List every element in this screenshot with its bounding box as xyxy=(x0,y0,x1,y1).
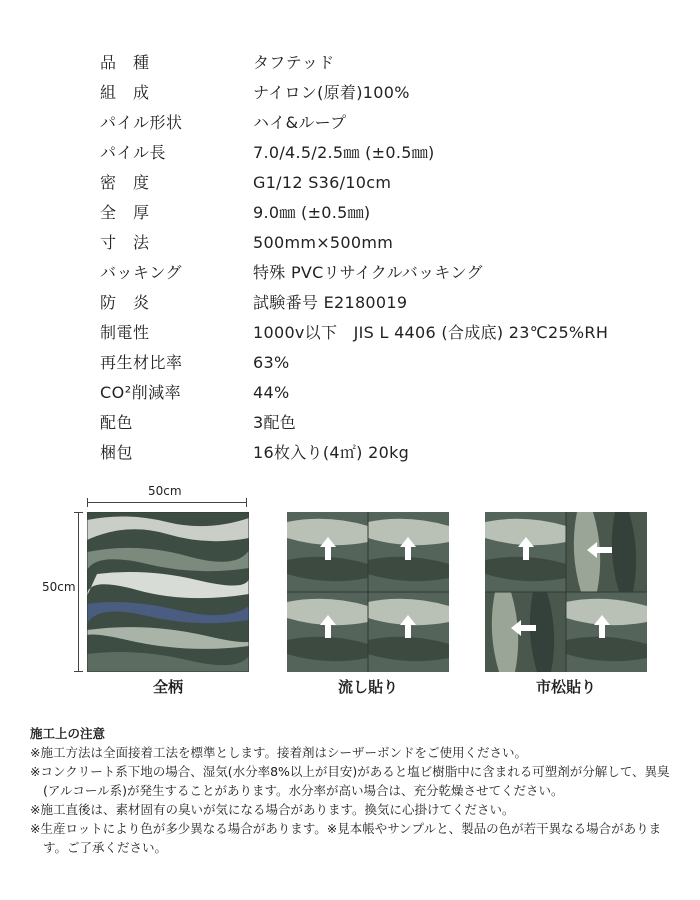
spec-row xyxy=(0,438,700,468)
note-item: ※生産ロットにより色が多少異なる場合があります。※見本帳やサンプルと、製品の色が若干異なる場合があります。ご了承ください。 xyxy=(30,821,662,855)
spec-row xyxy=(0,258,700,288)
spec-row xyxy=(0,138,700,168)
spec-value: 試験番号 E2180019 xyxy=(253,293,408,312)
spec-value: 特殊 PVCリサイクルバッキング xyxy=(253,263,483,282)
spec-value: 3配色 xyxy=(253,413,297,432)
spec-value: 63% xyxy=(253,353,290,372)
flow-laying-image xyxy=(287,512,449,672)
carpet-figures xyxy=(0,480,700,700)
spec-label: 品 種 xyxy=(100,53,150,72)
spec-value: 44% xyxy=(253,383,290,402)
spec-label: パイル長 xyxy=(100,143,167,162)
spec-value: 9.0㎜ (±0.5㎜) xyxy=(253,203,371,222)
spec-label: バッキング xyxy=(100,263,183,282)
spec-row xyxy=(0,78,700,108)
spec-row xyxy=(0,408,700,438)
spec-label: CO²削減率 xyxy=(100,383,182,402)
spec-label: 配色 xyxy=(100,413,134,432)
spec-value: 7.0/4.5/2.5㎜ (±0.5㎜) xyxy=(253,143,435,162)
installation-notes xyxy=(30,724,680,857)
spec-value: ナイロン(原着)100% xyxy=(253,83,410,102)
width-dimension-line xyxy=(87,502,247,503)
notes-title: 施工上の注意 xyxy=(30,726,106,741)
spec-row xyxy=(0,198,700,228)
spec-row xyxy=(0,168,700,198)
caption-full-pattern: 全柄 xyxy=(152,678,183,696)
spec-value: 1000v以下 JIS L 4406 (合成底) 23℃25%RH xyxy=(253,323,609,342)
spec-label: 組 成 xyxy=(100,83,150,102)
spec-row xyxy=(0,48,700,78)
flow-laying-texture xyxy=(287,512,449,672)
note-item: ※施工方法は全面接着工法を標準とします。接着剤はシーザーボンドをご使用ください。 xyxy=(30,745,527,760)
spec-value: 16枚入り(4㎡) 20kg xyxy=(253,443,410,462)
spec-label: 寸 法 xyxy=(100,233,150,252)
checkerboard-laying-image xyxy=(485,512,647,672)
spec-value: 500mm×500mm xyxy=(253,233,394,252)
checkerboard-laying-texture xyxy=(485,512,647,672)
spec-row xyxy=(0,108,700,138)
width-dimension-label: 50cm xyxy=(148,484,182,498)
spec-label: 再生材比率 xyxy=(100,353,183,372)
spec-label: パイル形状 xyxy=(100,113,183,132)
spec-row xyxy=(0,348,700,378)
spec-value: ハイ&ループ xyxy=(253,113,347,132)
note-item: ※コンクリート系下地の場合、湿気(水分率8%以上が目安)があると塩ビ樹脂中に含まれる可塑剤が分解して、異臭(アルコール系)が発生することがあります。水分率が高い場合は、充分乾燥させてください。 xyxy=(30,764,670,798)
full-pattern-image xyxy=(87,512,249,672)
spec-value: タフテッド xyxy=(253,53,335,72)
spec-label: 梱包 xyxy=(100,443,134,462)
full-pattern-texture xyxy=(87,512,249,672)
spec-label: 全 厚 xyxy=(100,203,150,222)
caption-flow-laying: 流し貼り xyxy=(337,678,398,696)
spec-label: 防 炎 xyxy=(100,293,150,312)
spec-value: G1/12 S36/10cm xyxy=(253,173,392,192)
spec-label: 密 度 xyxy=(100,173,150,192)
height-dimension-line xyxy=(78,512,79,672)
spec-row xyxy=(0,378,700,408)
note-item: ※施工直後は、素材固有の臭いが気になる場合があります。換気に心掛けてください。 xyxy=(30,802,515,817)
spec-row xyxy=(0,318,700,348)
caption-checkerboard-laying: 市松貼り xyxy=(535,678,596,696)
spec-row xyxy=(0,288,700,318)
height-dimension-label: 50cm xyxy=(42,580,76,594)
spec-row xyxy=(0,228,700,258)
spec-label: 制電性 xyxy=(100,323,150,342)
